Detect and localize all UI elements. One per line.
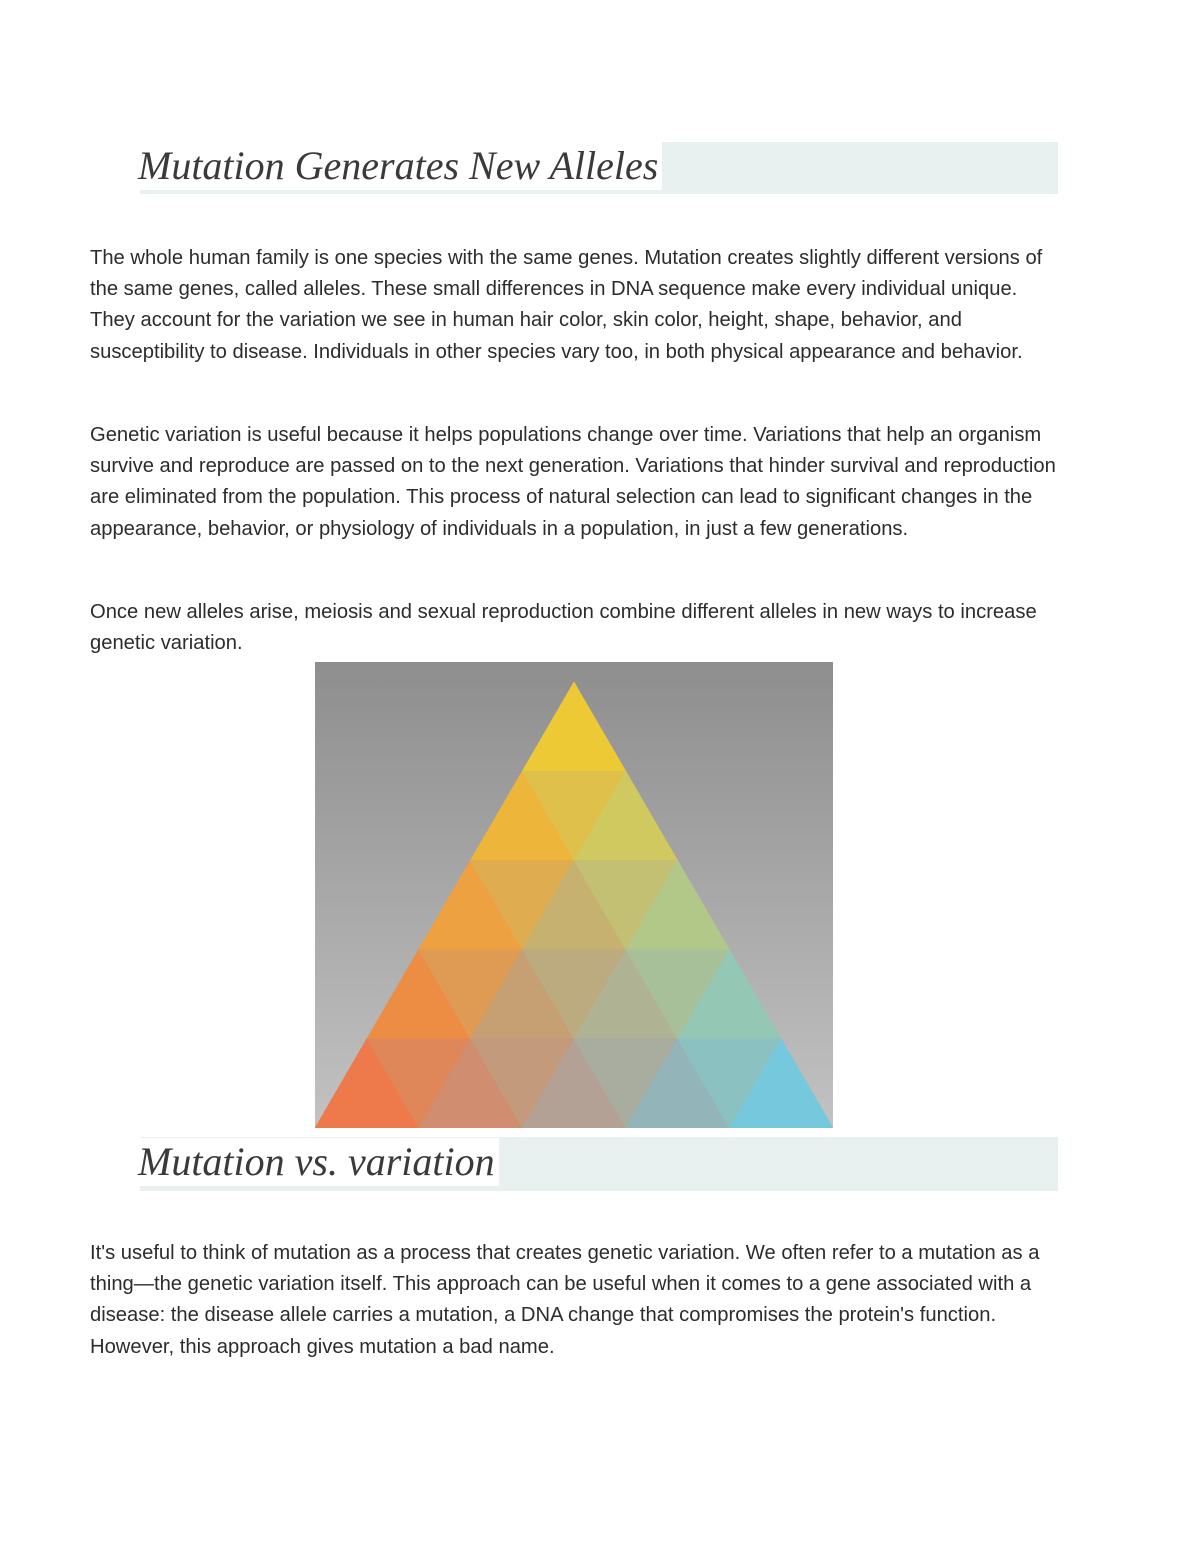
paragraph-genetic-variation: Genetic variation is useful because it helps populations change over time. Variations that help an organism survive and reproduce are passed on to the next generation. Variations that hinder survival and reproduction are eliminated from the population. This process of natural selection can lead to significant changes in the appearance, behavior, or physiology of individuals in a population, in just a few generations. [90,424,1056,540]
paragraph-human-family: The whole human family is one species with the same genes. Mutation creates slightly different versions of the same genes, called alleles. These small differences in DNA sequence make every individual unique. They account for the variation we see in human hair color, skin color, height, shape, behavior, and susceptibility to disease. Individuals in other species vary too, in both physical appearance and behavior. [90,247,1043,363]
color-pyramid-figure [315,662,833,1128]
paragraph-new-alleles: Once new alleles arise, meiosis and sexual reproduction combine different alleles in new ways to increase genetic variation. [90,601,1037,655]
section-heading-mutation-alleles: Mutation Generates New Alleles [138,142,662,190]
paragraph-mutation-process: It's useful to think of mutation as a process that creates genetic variation. We often refer to a mutation as a thing—the genetic variation itself. This approach can be useful when it comes to a gene associated with a disease: the disease allele carries a mutation, a DNA change that compromises the protein's function. However, this approach gives mutation a bad name. [90,1242,1040,1358]
section-heading-mutation-vs-variation: Mutation vs. variation [138,1138,499,1186]
